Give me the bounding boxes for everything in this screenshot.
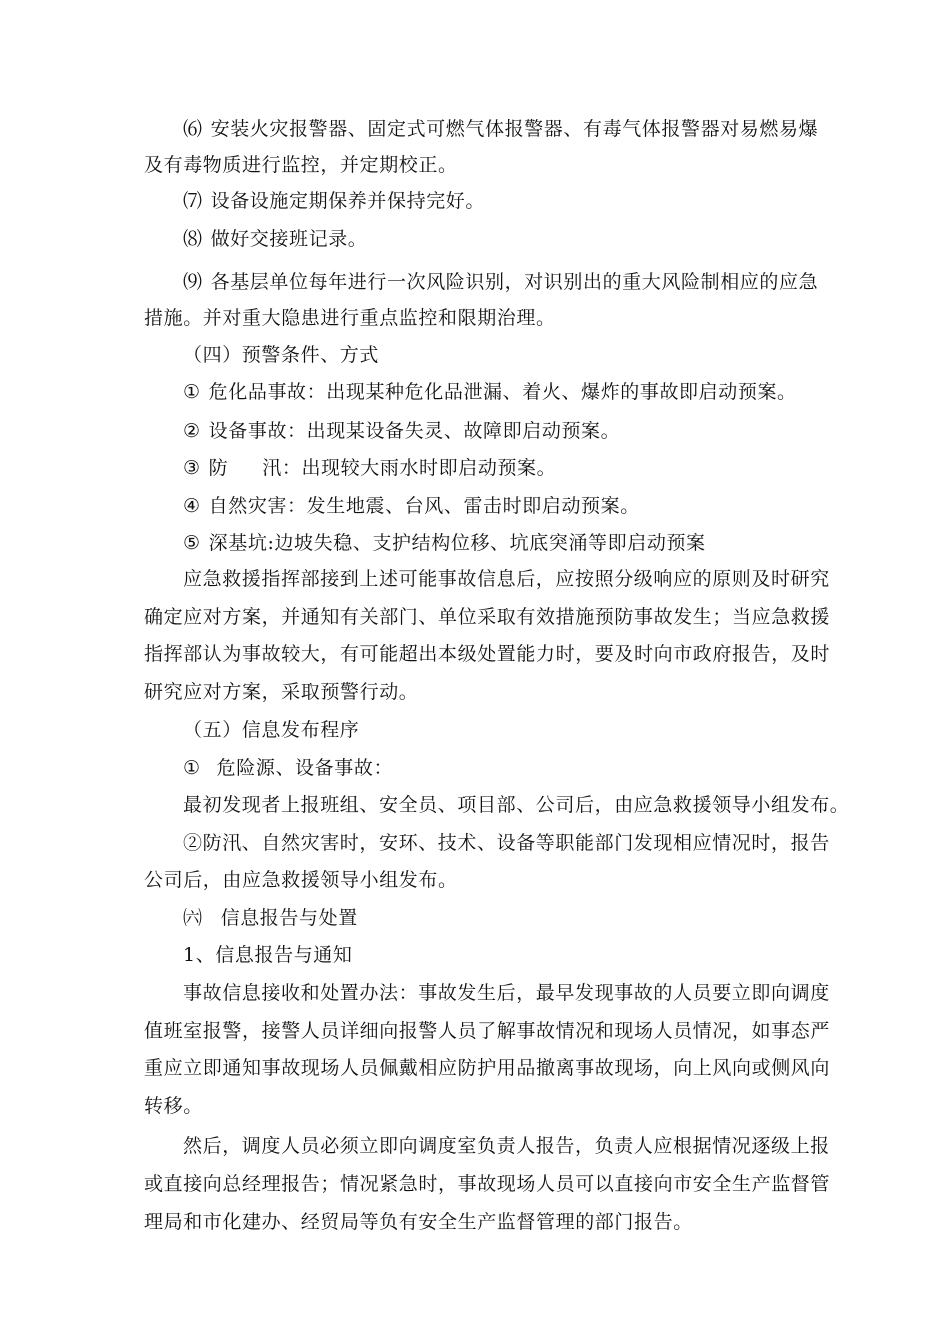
line-text: 转移。 (144, 1095, 203, 1117)
subsection-heading (183, 943, 353, 967)
paragraph-line (144, 1210, 693, 1234)
line-text: 自然灾害：发生地震、台风、雷击时即启动预案。 (208, 495, 640, 517)
item-marker: ⑤ (183, 532, 201, 554)
paragraph-line (183, 981, 830, 1005)
item-marker: ㈥ (183, 907, 203, 929)
item-marker: ① (183, 381, 201, 403)
paragraph-line (144, 605, 830, 629)
line-text: 各基层单位每年进行一次风险识别，对识别出的重大风险制相应的应急 (210, 271, 819, 293)
line-text: 事故信息接收和处置办法：事故发生后，最早发现事故的人员要立即向调度 (183, 982, 830, 1004)
line-text: 确定应对方案，并通知有关部门、单位采取有效措施预防事故发生；当应急救援 (144, 606, 831, 628)
line-text: 深基坑:边坡失稳、支护结构位移、坑底突涌等即启动预案 (208, 532, 706, 554)
line-text: ②防汛、自然灾害时，安环、技术、设备等职能部门发现相应情况时，报告 (183, 832, 830, 854)
line-text: 做好交接班记录。 (210, 228, 368, 250)
line-text: 设备设施定期保养并保持完好。 (210, 190, 486, 212)
paragraph-line (183, 793, 849, 817)
paragraph-line (183, 831, 830, 855)
line-text: 设备事故：出现某设备失灵、故障即启动预案。 (208, 420, 621, 442)
line-text: 重应立即通知事故现场人员佩戴相应防护用品撤离事故现场，向上风向或侧风向 (144, 1057, 831, 1079)
line-text: 研究应对方案，采取预警行动。 (144, 681, 419, 703)
line-text: 信息报告与处置 (220, 907, 358, 929)
line-text: （四）预警条件、方式 (183, 344, 380, 366)
line-text: 措施。并对重大隐患进行重点监控和限期治理。 (144, 307, 556, 329)
item-marker: ⑺ (183, 190, 203, 212)
line-text: （五）信息发布程序 (183, 719, 360, 741)
line-text: 危化品事故：出现某种危化品泄漏、着火、爆炸的事故即启动预案。 (208, 381, 797, 403)
line-text: 理局和市化建办、经贸局等负有安全生产监督管理的部门报告。 (144, 1211, 693, 1233)
line-text: 防 (208, 457, 229, 479)
line-text: 安装火灾报警器、固定式可燃气体报警器、有毒气体报警器对易燃易爆 (210, 118, 819, 140)
warning-item-5 (183, 531, 706, 555)
paragraph-line (144, 868, 458, 892)
paragraph-line (144, 642, 830, 666)
line-text: 最初发现者上报班组、安全员、项目部、公司后，由应急救援领导小组发布。 (183, 794, 850, 816)
warning-item-3 (183, 456, 556, 480)
list-item-9 (183, 270, 818, 294)
item-marker: ① (183, 757, 201, 779)
paragraph-line (183, 1134, 830, 1158)
item-marker: ③ (183, 457, 201, 479)
section-heading-5 (183, 718, 359, 742)
item-marker: ⑹ (183, 118, 203, 140)
section-heading-4 (183, 343, 379, 367)
paragraph-line (144, 1172, 830, 1196)
line-text: 1、信息报告与通知 (183, 944, 353, 966)
list-item-7 (183, 189, 485, 213)
line-text: 及有毒物质进行监控，并定期校正。 (144, 154, 458, 176)
paragraph-line (144, 680, 418, 704)
paragraph-line (144, 1019, 830, 1043)
line-text: 应急救援指挥部接到上述可能事故信息后，应按照分级响应的原则及时研究 (183, 568, 830, 590)
line-text: 指挥部认为事故较大，有可能超出本级处置能力时，要及时向市政府报告，及时 (144, 643, 831, 665)
warning-item-1 (183, 380, 797, 404)
item-marker: ④ (183, 495, 201, 517)
line-text: 然后，调度人员必须立即向调度室负责人报告，负责人应根据情况逐级上报 (183, 1135, 830, 1157)
line-text: 或直接向总经理报告；情况紧急时，事故现场人员可以直接向市安全生产监督管 (144, 1173, 831, 1195)
warning-item-4 (183, 494, 640, 518)
line-text: 值班室报警，接警人员详细向报警人员了解事故情况和现场人员情况，如事态严 (144, 1020, 831, 1042)
paragraph-line (144, 1056, 830, 1080)
item-marker: ⑼ (183, 271, 203, 293)
list-item-8 (183, 227, 367, 251)
line-text: 危险源、设备事故： (216, 757, 394, 779)
section-heading-6 (183, 906, 358, 930)
item-marker: ② (183, 420, 201, 442)
paragraph-line (144, 1094, 203, 1118)
text-line (144, 306, 556, 330)
item-marker: ⑻ (183, 228, 203, 250)
list-item-6 (183, 117, 818, 141)
text-line (144, 153, 458, 177)
line-text: 公司后，由应急救援领导小组发布。 (144, 869, 458, 891)
warning-item-2 (183, 419, 620, 443)
release-item-1 (183, 756, 393, 780)
line-text-continued: 汛：出现较大雨水时即启动预案。 (262, 457, 557, 479)
paragraph-line (183, 567, 830, 591)
